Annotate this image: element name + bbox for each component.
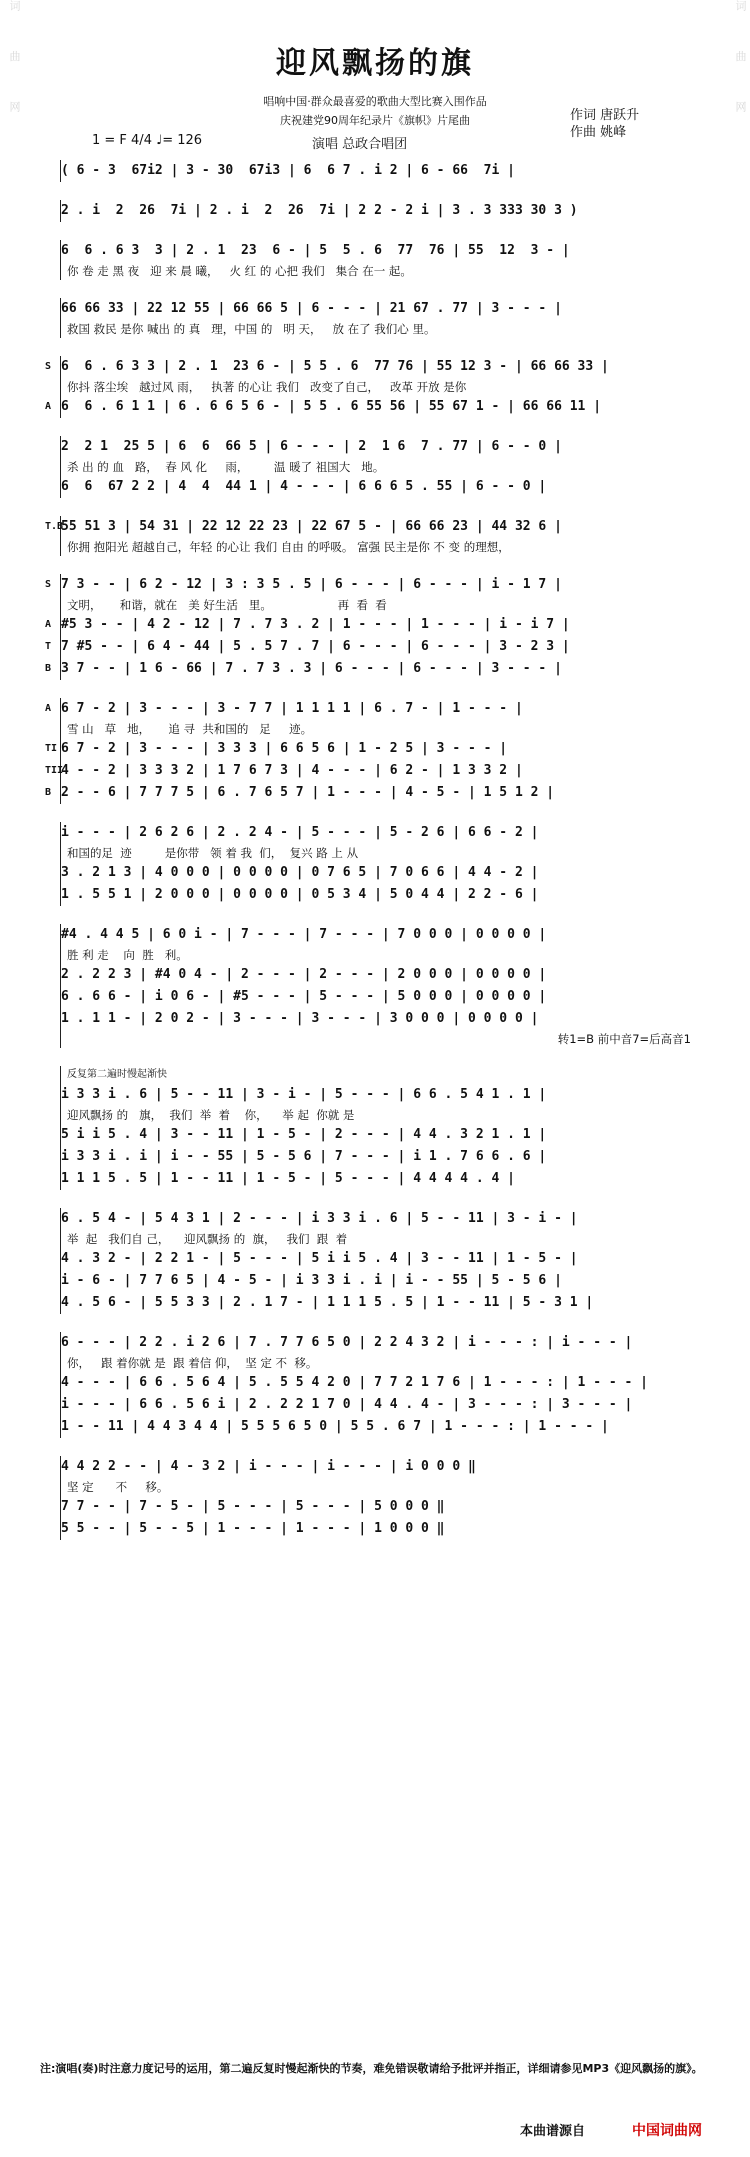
voice-label: T.B [45,521,64,532]
notation-row: 4 - - 2 | 3 3 3 2 | 1 7 6 7 3 | 4 - - - | 6 2 - | 1 3 3 2 | TII [61,760,691,782]
voice-label: TI [45,743,58,754]
score-system [60,200,691,222]
voice-label: B [45,787,52,798]
notation-row: 1 1 1 5 . 5 | 1 - - 11 | 1 - 5 - | 5 - - - | 4 4 4 4 . 4 | [61,1171,515,1186]
performer: 演唱 总政合唱团 [312,137,408,152]
lyrics-line: 你， 跟 着你就 是 跟 着信 仰， 坚 定 不 移。 [67,1356,318,1370]
score-system [60,160,691,182]
lyrics-line: 你拥 抱阳光 超越自己，年轻 的心让 我们 自由 的呼吸。 富强 民主是你 不 变 的理想， [67,540,510,554]
score-system [60,240,691,280]
notation-row: 6 6 . 6 3 3 | 2 . 1 23 6 - | 5 5 . 6 77 76 | 55 12 3 - | [61,243,570,258]
score-system [45,698,691,804]
lyricist-credit: 作词 唐跃升 [570,108,640,123]
notation-row: 6 7 - 2 | 3 - - - | 3 3 3 | 6 6 5 6 | 1 - 2 5 | 3 - - - | TI [61,738,691,760]
subtitle-1: 唱响中国·群众最喜爱的歌曲大型比赛入围作品 [263,95,487,108]
notation-row: 4 - - - | 6 6 . 5 6 4 | 5 . 5 5 4 2 0 | 7 7 2 1 7 6 | 1 - - - : | 1 - - - | [61,1375,648,1390]
notation-row: 3 . 2 1 3 | 4 0 0 0 | 0 0 0 0 | 0 7 6 5 | 7 0 6 6 | 4 4 - 2 | [61,865,539,880]
notation-row: 4 . 5 6 - | 5 5 3 3 | 2 . 1 7 - | 1 1 1 5 . 5 | 1 - - 11 | 5 - 3 1 | [61,1295,594,1310]
footer-note: 注:演唱(奏)时注意力度记号的运用，第二遍反复时慢起渐快的节奏，难免错误敬请给予批评并指正，详细请参见MP3《迎风飘扬的旗》。 [40,2062,703,2075]
score-system [60,1208,691,1314]
notation-row: 1 . 5 5 1 | 2 0 0 0 | 0 0 0 0 | 0 5 3 4 | 5 0 4 4 | 2 2 - 6 | [61,887,539,902]
notation-row: 6 - - - | 2 2 . i 2 6 | 7 . 7 7 6 5 0 | 2 2 4 3 2 | i - - - : | i - - - | [61,1335,633,1350]
lyrics-line: 坚 定 不 移。 [67,1480,169,1494]
score-system [45,574,691,680]
source-site-link[interactable]: 中国词曲网 [632,2123,702,2139]
notation-row: ( 6 - 3 67i2 | 3 - 30 67i3 | 6 6 7 . i 2 | 6 - 66 7i | [61,163,515,178]
lyrics-line: 你抖 落尘埃 越过风 雨， 执著 的心让 我们 改变了自己， 改革 开放 是你 [67,380,467,394]
lyrics-line: 杀 出 的 血 路， 春 风 化 雨， 温 暖了 祖国大 地。 [67,460,385,474]
notation-row: #4 . 4 4 5 | 6 0 i - | 7 - - - | 7 - - - | 7 0 0 0 | 0 0 0 0 | [61,927,547,942]
notation-row: 6 . 6 6 - | i 0 6 - | #5 - - - | 5 - - - | 5 0 0 0 | 0 0 0 0 | [61,989,547,1004]
notation-row: 1 - - 11 | 4 4 3 4 4 | 5 5 5 6 5 0 | 5 5 . 6 7 | 1 - - - : | 1 - - - | [61,1419,609,1434]
notation-row: 3 7 - - | 1 6 - 66 | 7 . 7 3 . 3 | 6 - - - | 6 - - - | 3 - - - | B [61,658,691,680]
voice-label: TII [45,765,64,776]
notation-row: 4 . 3 2 - | 2 2 1 - | 5 - - - | 5 i i 5 . 4 | 3 - - 11 | 1 - 5 - | [61,1251,578,1266]
notation-row: i 3 3 i . 6 | 5 - - 11 | 3 - i - | 5 - - - | 6 6 . 5 4 1 . 1 | [61,1087,547,1102]
notation-row: 1 . 1 1 - | 2 0 2 - | 3 - - - | 3 - - - | 3 0 0 0 | 0 0 0 0 | [61,1011,539,1026]
tempo-marking: 1 = F 4/4 ♩= 126 [92,133,203,148]
notation-row: i 3 3 i . i | i - - 55 | 5 - 5 6 | 7 - - - | i 1 . 7 6 6 . 6 | [61,1149,547,1164]
notation-row: 7 7 - - | 7 - 5 - | 5 - - - | 5 - - - | 5 0 0 0 ‖ [61,1499,445,1514]
notation-row: 4 4 2 2 - - | 4 - 3 2 | i - - - | i - - - | i 0 0 0 ‖ [61,1459,476,1474]
lyrics-line: 文明， 和谐，就在 美 好生活 里。 再 看 看 [67,598,387,612]
voice-label: B [45,663,52,674]
score-system [60,1456,691,1540]
notation-row: 7 #5 - - | 6 4 - 44 | 5 . 5 7 . 7 | 6 - - - | 6 - - - | 3 - 2 3 | T [61,636,691,658]
notation-row: 2 2 1 25 5 | 6 6 66 5 | 6 - - - | 2 1 6 7 . 77 | 6 - - 0 | [61,439,562,454]
lyrics-line: 你 卷 走 黑 夜 迎 来 晨 曦， 火 红 的 心把 我们 集合 在一 起。 [67,264,412,278]
lyrics-line: 雪 山 草 地， 追 寻 共和国的 足 迹。 [67,722,313,736]
source-label: 本曲谱源自 [520,2124,586,2139]
song-title: 迎风飘扬的旗 [276,46,474,81]
score-system [60,1066,691,1190]
score-system [60,298,691,338]
voice-label: T [45,641,52,652]
lyrics-line: 救国 救民 是你 喊出 的 真 理，中国 的 明 天， 放 在了 我们心 里。 [67,322,436,336]
notation-row: 6 6 67 2 2 | 4 4 44 1 | 4 - - - | 6 6 6 5 . 55 | 6 - - 0 | [61,479,547,494]
notation-row: 2 . i 2 26 7i | 2 . i 2 26 7i | 2 2 - 2 i | 3 . 3 333 30 3 ) [61,203,578,218]
notation-row: 55 51 3 | 54 31 | 22 12 22 23 | 22 67 5 - | 66 66 23 | 44 32 6 | T.B [61,516,691,538]
notation-row: 6 6 . 6 1 1 | 6 . 6 6 5 6 - | 5 5 . 6 55 56 | 55 67 1 - | 66 66 11 | A [61,396,691,418]
subtitle-2: 庆祝建党90周年纪录片《旗帜》片尾曲 [280,114,470,127]
score-system [60,924,691,1048]
lyrics-line: 胜 利 走 向 胜 利。 [67,948,188,962]
key-change: 转1=B 前中音7=后高音1 [557,1032,691,1046]
notation-row: 6 6 . 6 3 3 | 2 . 1 23 6 - | 5 5 . 6 77 76 | 55 12 3 - | 66 66 33 | S [61,356,691,378]
voice-label: S [45,361,52,372]
notation-row: 2 - - 6 | 7 7 7 5 | 6 . 7 6 5 7 | 1 - - - | 4 - 5 - | 1 5 1 2 | B [61,782,691,804]
lyrics-line: 迎风飘扬 的 旗， 我们 举 着 你， 举 起 你就 是 [67,1108,355,1122]
score-system [60,822,691,906]
notation-row: #5 3 - - | 4 2 - 12 | 7 . 7 3 . 2 | 1 - - - | 1 - - - | i - i 7 | A [61,614,691,636]
notation-row: 7 3 - - | 6 2 - 12 | 3 : 3 5 . 5 | 6 - - - | 6 - - - | i - 1 7 | S [61,574,691,596]
notation-row: 5 5 - - | 5 - - 5 | 1 - - - | 1 - - - | 1 0 0 0 ‖ [61,1521,445,1536]
score-system [45,356,691,418]
composer-credit: 作曲 姚峰 [570,125,627,140]
voice-label: A [45,703,52,714]
notation-row: i - - - | 2 6 2 6 | 2 . 2 4 - | 5 - - - | 5 - 2 6 | 6 6 - 2 | [61,825,539,840]
voice-label: A [45,401,52,412]
notation-row: 2 . 2 2 3 | #4 0 4 - | 2 - - - | 2 - - - | 2 0 0 0 | 0 0 0 0 | [61,967,547,982]
notation-row: 5 i i 5 . 4 | 3 - - 11 | 1 - 5 - | 2 - - - | 4 4 . 3 2 1 . 1 | [61,1127,547,1142]
voice-label: S [45,579,52,590]
score-system [45,516,691,556]
voice-label: A [45,619,52,630]
lyrics-line: 和国的足 迹 是你带 领 着 我 们， 复兴 路 上 从 [67,846,359,860]
lyrics-line: 举 起 我们自 己， 迎风飘扬 的 旗， 我们 跟 着 [67,1232,348,1246]
notation-row: 6 . 5 4 - | 5 4 3 1 | 2 - - - | i 3 3 i . 6 | 5 - - 11 | 3 - i - | [61,1211,578,1226]
watermark-right: 词 曲 网 [734,0,747,130]
notation-row: 66 66 33 | 22 12 55 | 66 66 5 | 6 - - - | 21 67 . 77 | 3 - - - | [61,301,562,316]
notation-row: i - - - | 6 6 . 5 6 i | 2 . 2 2 1 7 0 | 4 4 . 4 - | 3 - - - : | 3 - - - | [61,1397,633,1412]
performance-note: 反复第二遍时慢起渐快 [67,1069,167,1080]
score-system [60,436,691,498]
notation-row: i - 6 - | 7 7 6 5 | 4 - 5 - | i 3 3 i . i | i - - 55 | 5 - 5 6 | [61,1273,562,1288]
notation-row: 6 7 - 2 | 3 - - - | 3 - 7 7 | 1 1 1 1 | 6 . 7 - | 1 - - - | A [61,698,691,720]
watermark-left: 词 曲 网 [8,0,21,130]
score-system [60,1332,691,1438]
